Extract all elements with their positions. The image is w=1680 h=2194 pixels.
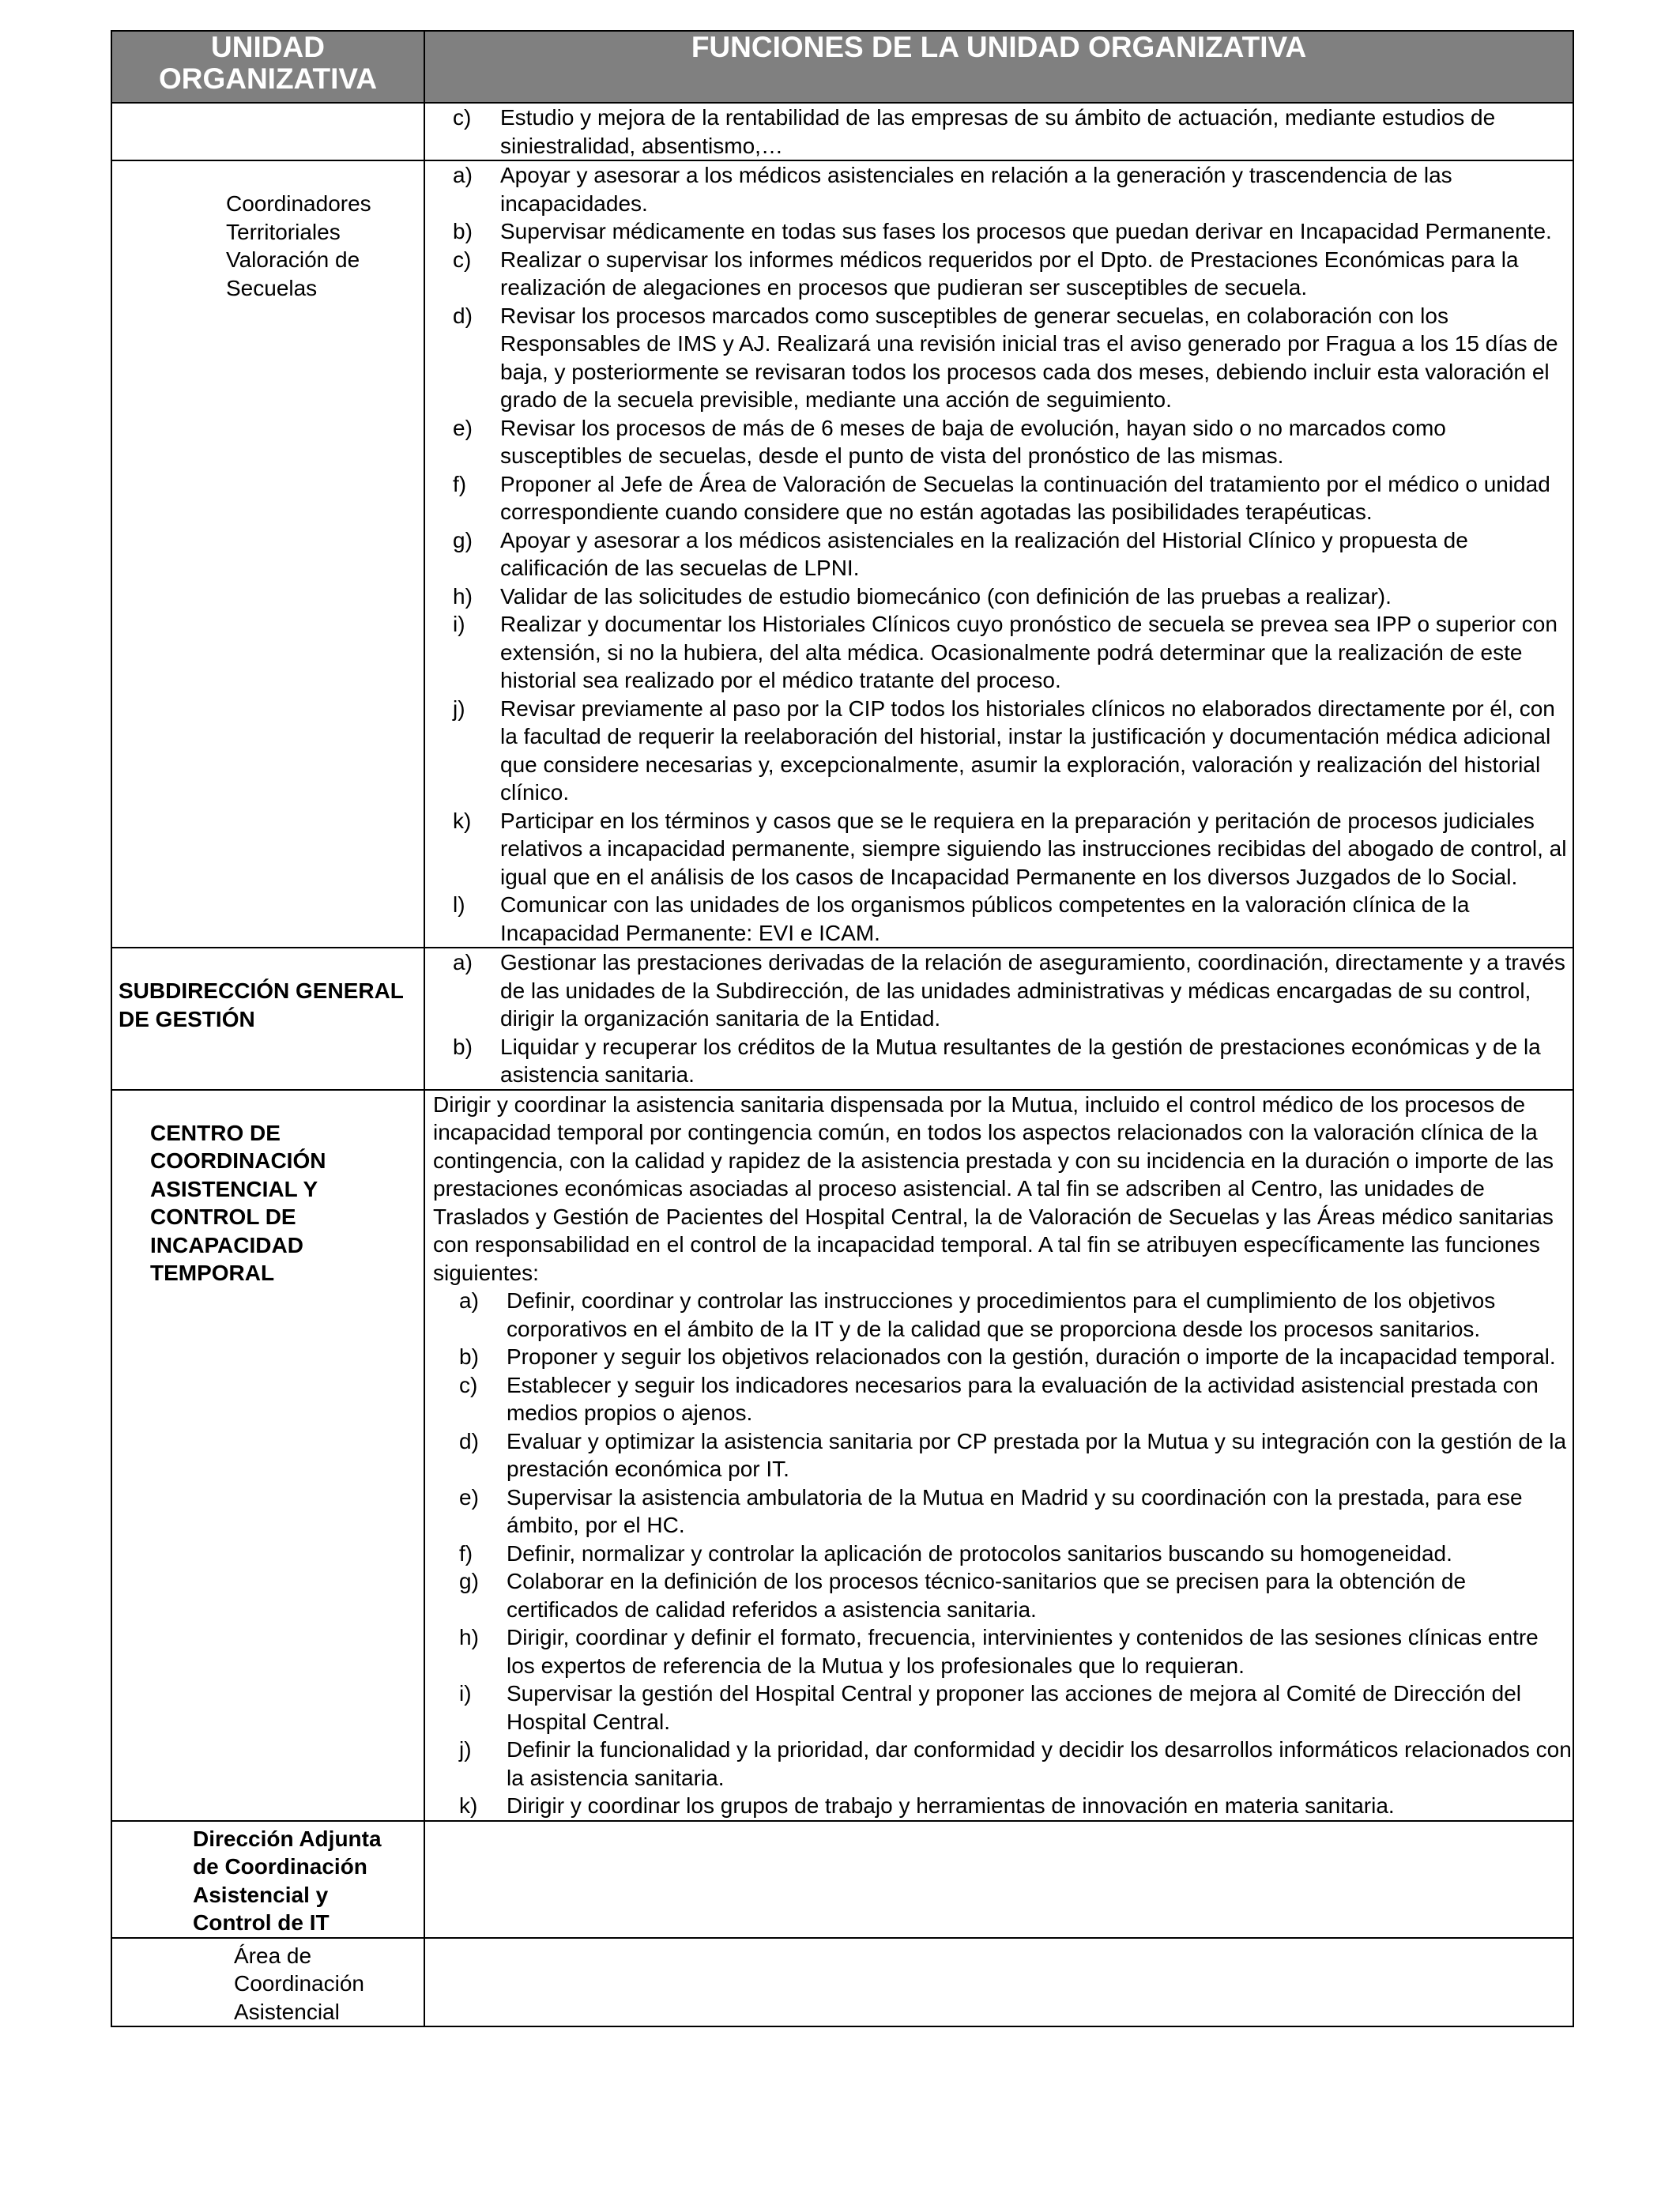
item-marker: i): [453, 612, 465, 636]
item-text: Liquidar y recuperar los créditos de la Mutua resultantes de la gestión de prestaciones económicas y de la asistencia sanitaria.: [500, 1034, 1541, 1087]
list-item: [425, 161, 1573, 217]
item-marker: a): [459, 1288, 479, 1313]
list-item: [425, 948, 1573, 1033]
unit-cell: [111, 1821, 424, 1938]
function-list: [425, 161, 1573, 947]
item-marker: g): [453, 527, 473, 552]
center-description: Dirigir y coordinar la asistencia sanitaria dispensada por la Mutua, incluido el control médico de los procesos de incapacidad temporal por contingencia común, en todos los aspectos relacionados con la valoración clínica de la contingencia, con la calidad y rapidez de la asistencia prestada y con su incidencia en la duración o importe de las prestaciones económicas asociadas al proceso asistencial. A tal fin se adscriben al Centro, las unidades de Traslados y Gestión de Pacientes del Hospital Central, la de Valoración de Secuelas y las Áreas médico sanitarias con responsabilidad en el control de la incapacidad temporal. A tal fin se atribuyen específicamente las funciones siguientes:: [433, 1091, 1554, 1285]
list-item: [431, 1343, 1573, 1371]
function-list: [431, 1287, 1573, 1820]
item-text: Apoyar y asesorar a los médicos asistenciales en relación a la generación y trascendencia de las incapacidades.: [500, 163, 1452, 216]
header-unit: UNIDAD ORGANIZATIVA: [111, 31, 424, 103]
item-marker: d): [453, 303, 473, 328]
list-item: [431, 1427, 1573, 1483]
item-marker: a): [453, 163, 473, 187]
item-text: Definir la funcionalidad y la prioridad, dar conformidad y decidir los desarrollos informáticos relacionados con la asistencia sanitaria.: [507, 1737, 1572, 1790]
item-text: Participar en los términos y casos que se le requiera en la preparación y peritación de procesos judiciales relativos a incapacidad permanente, siempre siguiendo las instrucciones recibidas del abogado de control, al igual que en el análisis de los casos de Incapacidad Permanente en los diversos Juzgados de lo Social.: [500, 808, 1567, 889]
item-text: Proponer al Jefe de Área de Valoración de Secuelas la continuación del tratamiento por el médico o unidad correspondiente cuando considere que no están agotadas las posibilidades terapéuticas.: [500, 471, 1550, 524]
list-item: [425, 217, 1573, 246]
item-marker: e): [453, 415, 473, 440]
list-item: [431, 1792, 1573, 1820]
item-marker: a): [453, 950, 473, 974]
functions-table: [111, 30, 1574, 2027]
item-marker: b): [459, 1344, 479, 1369]
table-row: [111, 103, 1573, 160]
list-item: [425, 610, 1573, 695]
functions-cell: [424, 160, 1573, 948]
list-item: [431, 1540, 1573, 1568]
item-marker: f): [453, 471, 467, 496]
unit-name: Área de Coordinación Asistencial: [234, 1943, 364, 2024]
unit-name: Coordinadores Territoriales Valoración de Secuelas: [226, 191, 371, 300]
item-text: Estudio y mejora de la rentabilidad de las empresas de su ámbito de actuación, mediante estudios de siniestralidad, absentismo,…: [500, 105, 1496, 158]
item-text: Comunicar con las unidades de los organismos públicos competentes en la valoración clínica de la Incapacidad Permanente: EVI e ICAM.: [500, 892, 1470, 945]
list-item: [425, 526, 1573, 582]
table-row: [111, 1938, 1573, 2027]
table-row: [111, 948, 1573, 1090]
item-marker: b): [453, 219, 473, 243]
item-marker: f): [459, 1540, 473, 1566]
item-marker: j): [459, 1737, 472, 1762]
list-item: [431, 1483, 1573, 1540]
item-text: Revisar previamente al paso por la CIP todos los historiales clínicos no elaborados directamente por él, con la facultad de requerir la reelaboración del historial, instar la justificación y documentación médica adicional que considere necesarias y, excepcionalmente, asumir la exploración, valoración y realización del historial clínico.: [500, 696, 1555, 805]
table-row: [111, 1821, 1573, 1938]
list-item: [431, 1287, 1573, 1343]
item-marker: h): [453, 583, 473, 609]
item-marker: k): [453, 808, 472, 833]
item-text: Revisar los procesos marcados como susceptibles de generar secuelas, en colaboración con los Responsables de IMS y AJ. Realizará una revisión inicial tras el aviso generado por Fragua a los 15 días de baja, y posteriormente se revisaran todos los procesos cada dos meses, debiendo incluir esta valoración el grado de la secuela previsible, mediante una acción de seguimiento.: [500, 303, 1558, 412]
unit-name: SUBDIRECCIÓN GENERAL DE GESTIÓN: [119, 978, 404, 1031]
item-text: Colaborar en la definición de los procesos técnico-sanitarios que se precisen para la obtención de certificados de calidad referidos a asistencia sanitaria.: [507, 1569, 1467, 1622]
header-row: [111, 31, 1573, 103]
list-item: [425, 246, 1573, 302]
item-text: Revisar los procesos de más de 6 meses de baja de evolución, hayan sido o no marcados como susceptibles de secuelas, desde el punto de vista del pronóstico de las mismas.: [500, 415, 1446, 468]
item-marker: k): [459, 1793, 478, 1818]
functions-cell: [424, 1821, 1573, 1938]
functions-cell: [424, 948, 1573, 1090]
list-item: [425, 302, 1573, 414]
item-text: Apoyar y asesorar a los médicos asistenciales en la realización del Historial Clínico y propuesta de calificación de las secuelas de LPNI.: [500, 527, 1468, 580]
item-text: Gestionar las prestaciones derivadas de la relación de aseguramiento, coordinación, directamente y a través de las unidades de la Subdirección, de las unidades administrativas y médicas encargadas de su control, dirigir la organización sanitaria de la Entidad.: [500, 950, 1565, 1031]
unit-name: CENTRO DE COORDINACIÓN ASISTENCIAL Y CONTROL DE INCAPACIDAD TEMPORAL: [150, 1120, 326, 1285]
functions-cell: [424, 1090, 1573, 1821]
item-text: Realizar y documentar los Historiales Clínicos cuyo pronóstico de secuela se prevea sea IPP o superior con extensión, si no la hubiera, del alta médica. Ocasionalmente podrá determinar que la realización de este historial sea realizado por el médico tratante del proceso.: [500, 612, 1558, 692]
list-item: [425, 470, 1573, 526]
item-text: Definir, coordinar y controlar las instrucciones y procedimientos para el cumplimiento de los objetivos corporativos en el ámbito de la IT y de la calidad que se proporciona desde los procesos sanitarios.: [507, 1288, 1496, 1341]
item-text: Evaluar y optimizar la asistencia sanitaria por CP prestada por la Mutua y su integración con la gestión de la prestación económica por IT.: [507, 1428, 1567, 1481]
item-marker: e): [459, 1484, 479, 1510]
item-text: Realizar o supervisar los informes médicos requeridos por el Dpto. de Prestaciones Económicas para la realización de alegaciones en procesos que pudieran ser susceptibles de secuela.: [500, 247, 1519, 300]
unit-cell: [111, 1938, 424, 2027]
list-item: [425, 891, 1573, 947]
list-item: [431, 1371, 1573, 1427]
list-item: [425, 1033, 1573, 1089]
list-item: [425, 104, 1573, 160]
list-item: [425, 582, 1573, 611]
item-text: Dirigir y coordinar los grupos de trabajo y herramientas de innovación en materia sanitaria.: [507, 1793, 1395, 1818]
item-text: Validar de las solicitudes de estudio biomecánico (con definición de las pruebas a realizar).: [500, 583, 1392, 609]
item-text: Supervisar la asistencia ambulatoria de la Mutua en Madrid y su coordinación con la prestada, para ese ámbito, por el HC.: [507, 1484, 1523, 1537]
functions-cell: [424, 103, 1573, 160]
list-item: [431, 1736, 1573, 1792]
list-item: [425, 414, 1573, 470]
item-marker: g): [459, 1569, 479, 1593]
list-item: [431, 1679, 1573, 1736]
item-marker: l): [453, 892, 465, 917]
item-text: Definir, normalizar y controlar la aplicación de protocolos sanitarios buscando su homogeneidad.: [507, 1540, 1452, 1566]
item-marker: j): [453, 696, 465, 721]
unit-cell: [111, 160, 424, 948]
item-marker: c): [453, 105, 472, 130]
item-text: Proponer y seguir los objetivos relacionados con la gestión, duración o importe de la incapacidad temporal.: [507, 1344, 1556, 1369]
item-marker: i): [459, 1681, 472, 1706]
list-item: [425, 807, 1573, 892]
item-text: Supervisar la gestión del Hospital Central y proponer las acciones de mejora al Comité de Dirección del Hospital Central.: [507, 1681, 1521, 1734]
item-marker: c): [453, 247, 472, 272]
item-marker: c): [459, 1372, 478, 1397]
unit-cell: [111, 103, 424, 160]
item-marker: h): [459, 1625, 479, 1649]
table-row: [111, 1090, 1573, 1821]
function-list: [425, 104, 1573, 160]
item-text: Establecer y seguir los indicadores necesarios para la evaluación de la actividad asistencial prestada con medios propios o ajenos.: [507, 1372, 1539, 1425]
unit-cell: [111, 948, 424, 1090]
header-functions: FUNCIONES DE LA UNIDAD ORGANIZATIVA: [424, 31, 1573, 103]
unit-cell: [111, 1090, 424, 1821]
table-row: [111, 160, 1573, 948]
item-marker: b): [453, 1034, 473, 1059]
list-item: [431, 1567, 1573, 1623]
functions-cell: [424, 1938, 1573, 2027]
list-item: [425, 695, 1573, 807]
item-text: Dirigir, coordinar y definir el formato, frecuencia, intervinientes y contenidos de las sesiones clínicas entre los expertos de referencia de la Mutua y los profesionales que lo requieran.: [507, 1625, 1539, 1678]
unit-name: Dirección Adjunta de Coordinación Asistencial y Control de IT: [193, 1826, 382, 1935]
item-marker: d): [459, 1428, 479, 1453]
item-text: Supervisar médicamente en todas sus fases los procesos que puedan derivar en Incapacidad Permanente.: [500, 219, 1552, 243]
function-list: [425, 948, 1573, 1089]
list-item: [431, 1623, 1573, 1679]
